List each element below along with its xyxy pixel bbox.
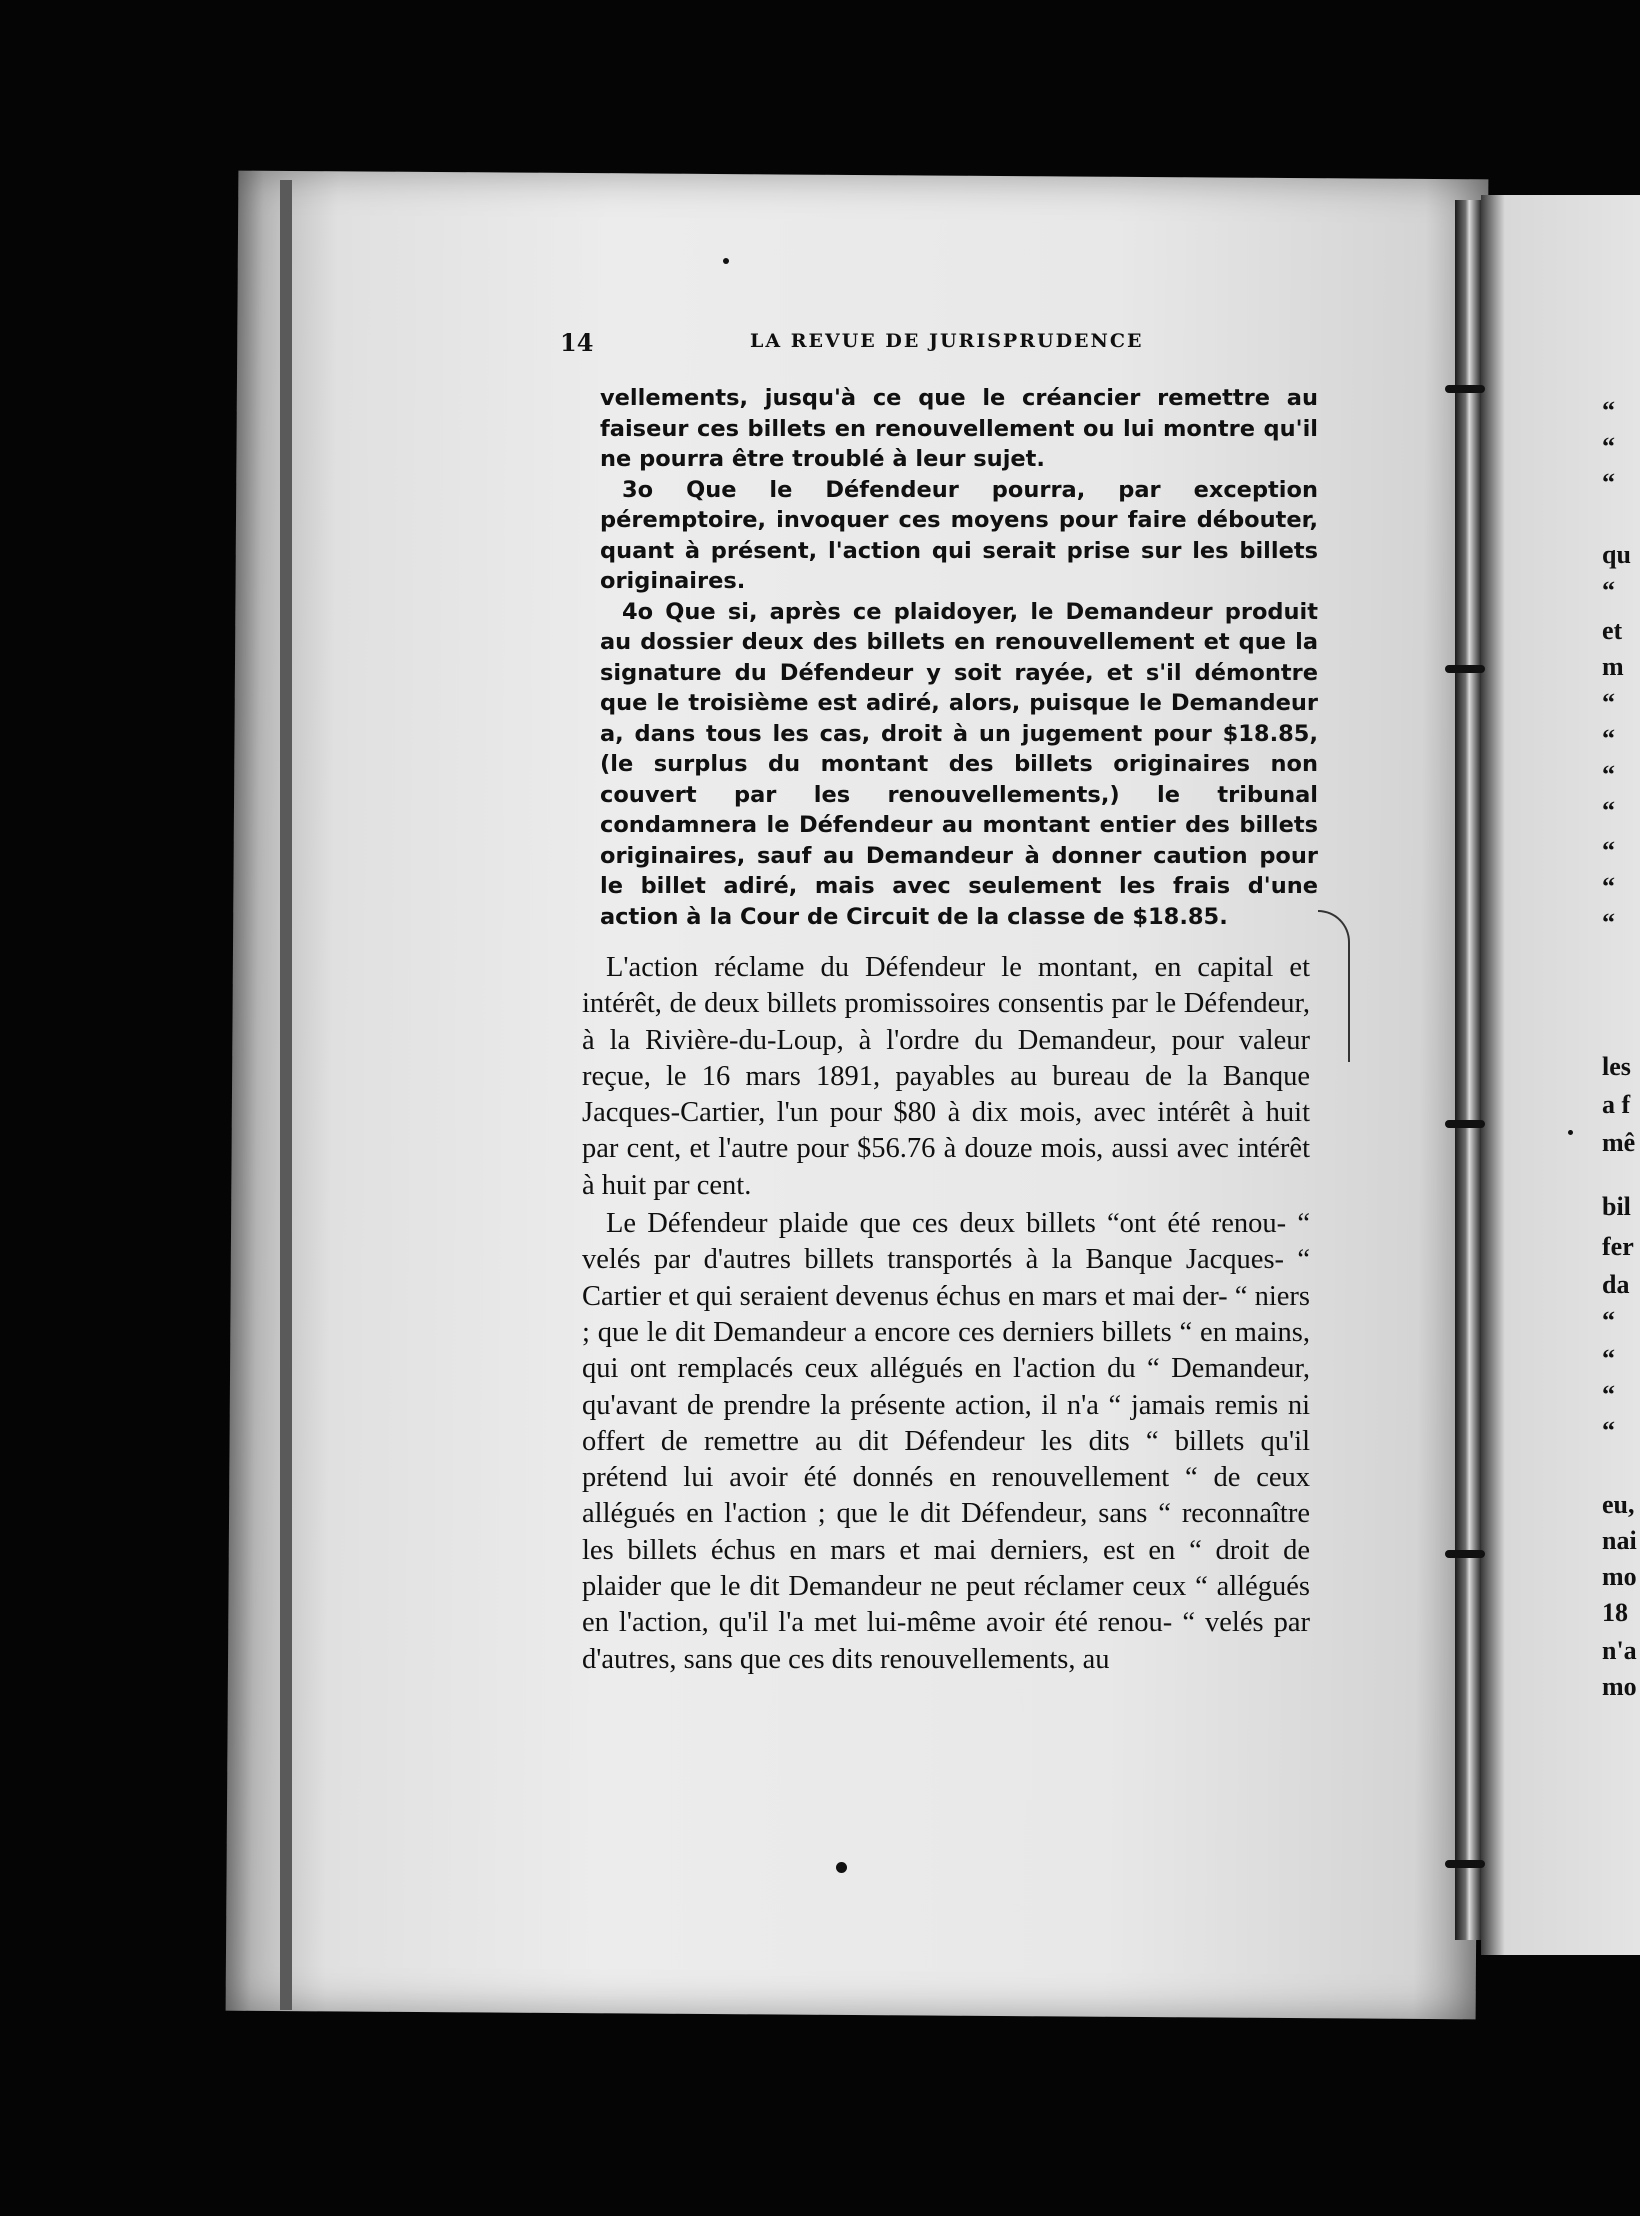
pencil-annotation: [1318, 910, 1350, 1062]
facing-page-fragment: “: [1602, 872, 1615, 901]
facing-page-fragment: “: [1602, 796, 1615, 825]
facing-page-fragment: “: [1602, 836, 1615, 865]
judgment-body: [582, 950, 1310, 1678]
facing-page-fragment: “: [1602, 432, 1615, 461]
facing-page-fragment: “: [1602, 576, 1615, 605]
case-summary: [600, 383, 1318, 932]
facing-page-fragment: “: [1602, 1306, 1615, 1335]
facing-page-fragment: et: [1602, 616, 1623, 645]
facing-page-fragment: les: [1602, 1052, 1631, 1081]
facing-page-fragment: mo: [1602, 1562, 1637, 1591]
facing-page-fragment: nai: [1602, 1526, 1637, 1555]
facing-page-fragment: “: [1602, 760, 1615, 789]
facing-page-fragment: m: [1602, 652, 1624, 681]
facing-page-fragment: “: [1602, 1344, 1615, 1373]
page-header: [560, 328, 1320, 364]
facing-page-fragment: “: [1602, 1416, 1615, 1445]
facing-page-fragment: da: [1602, 1270, 1630, 1299]
facing-page-fragment: n'a: [1602, 1636, 1637, 1665]
scan-speck: [836, 1862, 847, 1873]
facing-page-fragment: 18: [1602, 1598, 1628, 1627]
scan-speck: [1568, 1130, 1573, 1135]
body-paragraph: Le Défendeur plaide que ces deux billets “ont été renou- “ velés par d'autres billets transportés à la Banque Jacques- “ Cartier et qui seraient devenus échus en mars et mai der- “ niers ; que le dit Demandeur a encore ces derniers billets “ en mains, qui ont remplacés ceux allégués en l'action du “ Demandeur, qu'avant de prendre la présente action, il n'a “ jamais remis ni offert de remettre au dit Défendeur les dits “ billets qu'il prétend lui avoir été donnés en renouvellement “ de ceux allégués en l'action ; que le dit Défendeur, sans “ reconnaître les billets échus en mars et mai derniers, est en “ droit de plaider que le dit Demandeur ne peut réclamer ceux “ allégués en l'action, qu'il l'a met lui-même avoir été renou- “ velés par d'autres, sans que ces dits renouvellements, au: [582, 1208, 1310, 1675]
page-number: 14: [560, 328, 594, 357]
summary-paragraph: vellements, jusqu'à ce que le créancier remettre au faiseur ces billets en renouvellement ou lui montre qu'il ne pourra être troublé à leur sujet.: [600, 385, 1318, 472]
facing-page-fragment: “: [1602, 688, 1615, 717]
facing-page-fragment: “: [1602, 468, 1615, 497]
facing-page-fragment: eu,: [1602, 1490, 1635, 1519]
facing-page-fragment: “: [1602, 1380, 1615, 1409]
facing-page-fragment: mo: [1602, 1672, 1637, 1701]
summary-paragraph: 4o Que si, après ce plaidoyer, le Demandeur produit au dossier deux des billets en renouvellement et que la signature du Défendeur y soit rayée, et s'il démontre que le troisième est adiré, alors, puisque le Demandeur a, dans tous les cas, droit à un jugement pour $18.85, (le surplus du montant des billets originaires non couvert par les renouvellements,) le tribunal condamnera le Défendeur au montant entier des billets originaires, sauf au Demandeur à donner caution pour le billet adiré, mais avec seulement les frais d'une action à la Cour de Circuit de la classe de $18.85.: [600, 598, 1318, 930]
facing-page-fragment: fer: [1602, 1232, 1634, 1261]
facing-page-fragment: a f: [1602, 1090, 1631, 1119]
body-paragraph: L'action réclame du Défendeur le montant, en capital et intérêt, de deux billets promissoires consentis par le Défendeur, à la Rivière-du-Loup, à l'ordre du Demandeur, pour valeur reçue, le 16 mars 1891, payables au bureau de la Banque Jacques-Cartier, l'un pour $80 à dix mois, avec intérêt à huit par cent, et l'autre pour $56.76 à douze mois, aussi avec intérêt à huit par cent.: [582, 952, 1310, 1201]
facing-page-fragment: qu: [1602, 540, 1631, 569]
facing-page-fragment: bil: [1602, 1192, 1631, 1221]
facing-page-fragment: “: [1602, 908, 1615, 937]
facing-page-fragment: mê: [1602, 1128, 1636, 1157]
scan-speck: [723, 258, 729, 264]
summary-paragraph: 3o Que le Défendeur pourra, par exception péremptoire, invoquer ces moyens pour faire débouter, quant à présent, l'action qui serait prise sur les billets originaires.: [600, 476, 1318, 594]
facing-page-fragment: “: [1602, 396, 1615, 425]
facing-page-fragment: “: [1602, 724, 1615, 753]
running-head: LA REVUE DE JURISPRUDENCE: [750, 330, 1144, 352]
